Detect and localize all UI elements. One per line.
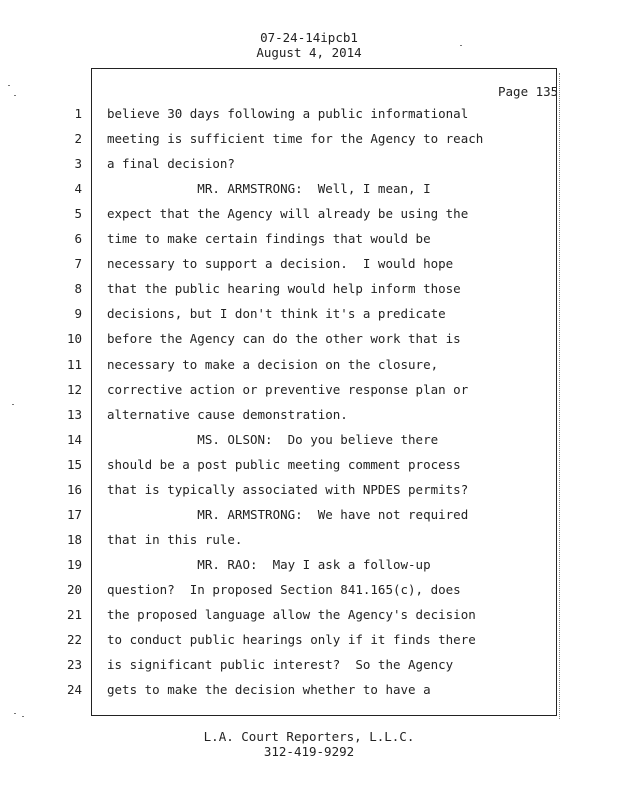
line-text: MR. ARMSTRONG: We have not required [107,506,469,522]
line-number: 8 [74,281,82,297]
line-text: that the public hearing would help inform those [107,281,461,297]
line-text: that is typically associated with NPDES permits? [107,481,469,497]
line-text: gets to make the decision whether to have a [107,682,431,698]
scan-speck [460,45,462,46]
transcript-line [0,481,618,499]
line-number: 23 [66,657,82,673]
line-number: 24 [66,682,82,698]
line-text: meeting is sufficient time for the Agency to reach [107,131,484,147]
line-text: expect that the Agency will already be using the [107,206,469,222]
line-number: 14 [66,431,82,447]
scan-speck [22,716,24,717]
line-text: the proposed language allow the Agency's decision [107,607,476,622]
line-number: 2 [74,131,82,147]
transcript-line [0,255,618,273]
line-number: 19 [66,556,82,572]
line-text: before the Agency can do the other work that is [107,331,461,347]
transcript-line [0,105,618,123]
transcript-line [0,431,618,449]
line-number: 13 [66,406,82,422]
line-text: is significant public interest? So the Agency [107,657,454,673]
scan-speck [12,404,14,405]
line-number: 18 [66,531,82,547]
line-number: 22 [66,632,82,648]
transcript-line [0,456,618,474]
court-reporter-phone: 312-419-9292 [263,744,355,759]
line-text: corrective action or preventive response plan or [107,381,469,397]
transcript-line [0,406,618,424]
line-text: MR. ARMSTRONG: Well, I mean, I [107,181,431,197]
transcript-line [0,305,618,323]
line-number: 12 [66,381,82,397]
line-number: 5 [74,206,82,222]
page-number: Page 135 [498,84,559,99]
scan-speck [14,713,16,714]
transcript-line [0,155,618,173]
scan-speck [14,95,16,96]
line-text: to conduct public hearings only if it finds there [107,632,476,648]
line-number: 1 [74,106,82,121]
transcript-line [0,280,618,298]
line-number: 6 [74,231,82,247]
line-number: 17 [66,506,82,522]
transcript-line [0,506,618,524]
transcript-header [0,30,618,60]
transcript-footer [0,729,618,759]
transcript-line [0,381,618,399]
transcript-line [0,205,618,223]
transcript-line [0,556,618,574]
line-text: time to make certain findings that would be [107,231,431,247]
transcript-line [0,356,618,374]
transcript-line [0,606,618,624]
line-number: 21 [66,607,82,622]
transcript-line [0,230,618,248]
line-number: 10 [66,331,82,347]
line-number: 3 [74,156,82,172]
line-number: 11 [66,356,82,372]
line-text: necessary to make a decision on the closure, [107,356,439,372]
line-text: MS. OLSON: Do you believe there [107,431,439,447]
transcript-line [0,330,618,348]
line-text: believe 30 days following a public informational [107,106,469,121]
line-number: 7 [74,256,82,272]
line-number: 4 [74,181,82,197]
line-text: MR. RAO: May I ask a follow-up [107,556,431,572]
court-reporter-name: L.A. Court Reporters, L.L.C. [203,729,415,744]
transcript-line [0,130,618,148]
transcript-line [0,531,618,549]
transcript-line [0,656,618,674]
transcript-line [0,681,618,699]
line-text: should be a post public meeting comment process [107,456,461,472]
line-number: 16 [66,481,82,497]
line-number: 15 [66,456,82,472]
transcript-line [0,180,618,198]
line-number: 20 [66,581,82,597]
line-text: question? In proposed Section 841.165(c), does [107,581,461,597]
scan-speck [8,85,10,86]
line-text: that in this rule. [107,531,243,547]
transcript-filename: 07-24-14ipcb1 [260,30,358,45]
transcript-line [0,631,618,649]
line-text: a final decision? [107,156,235,172]
line-text: alternative cause demonstration. [107,406,348,422]
line-number: 9 [74,306,82,322]
transcript-date: August 4, 2014 [256,45,362,60]
transcript-line [0,581,618,599]
line-text: necessary to support a decision. I would hope [107,256,454,272]
line-text: decisions, but I don't think it's a predicate [107,306,446,322]
